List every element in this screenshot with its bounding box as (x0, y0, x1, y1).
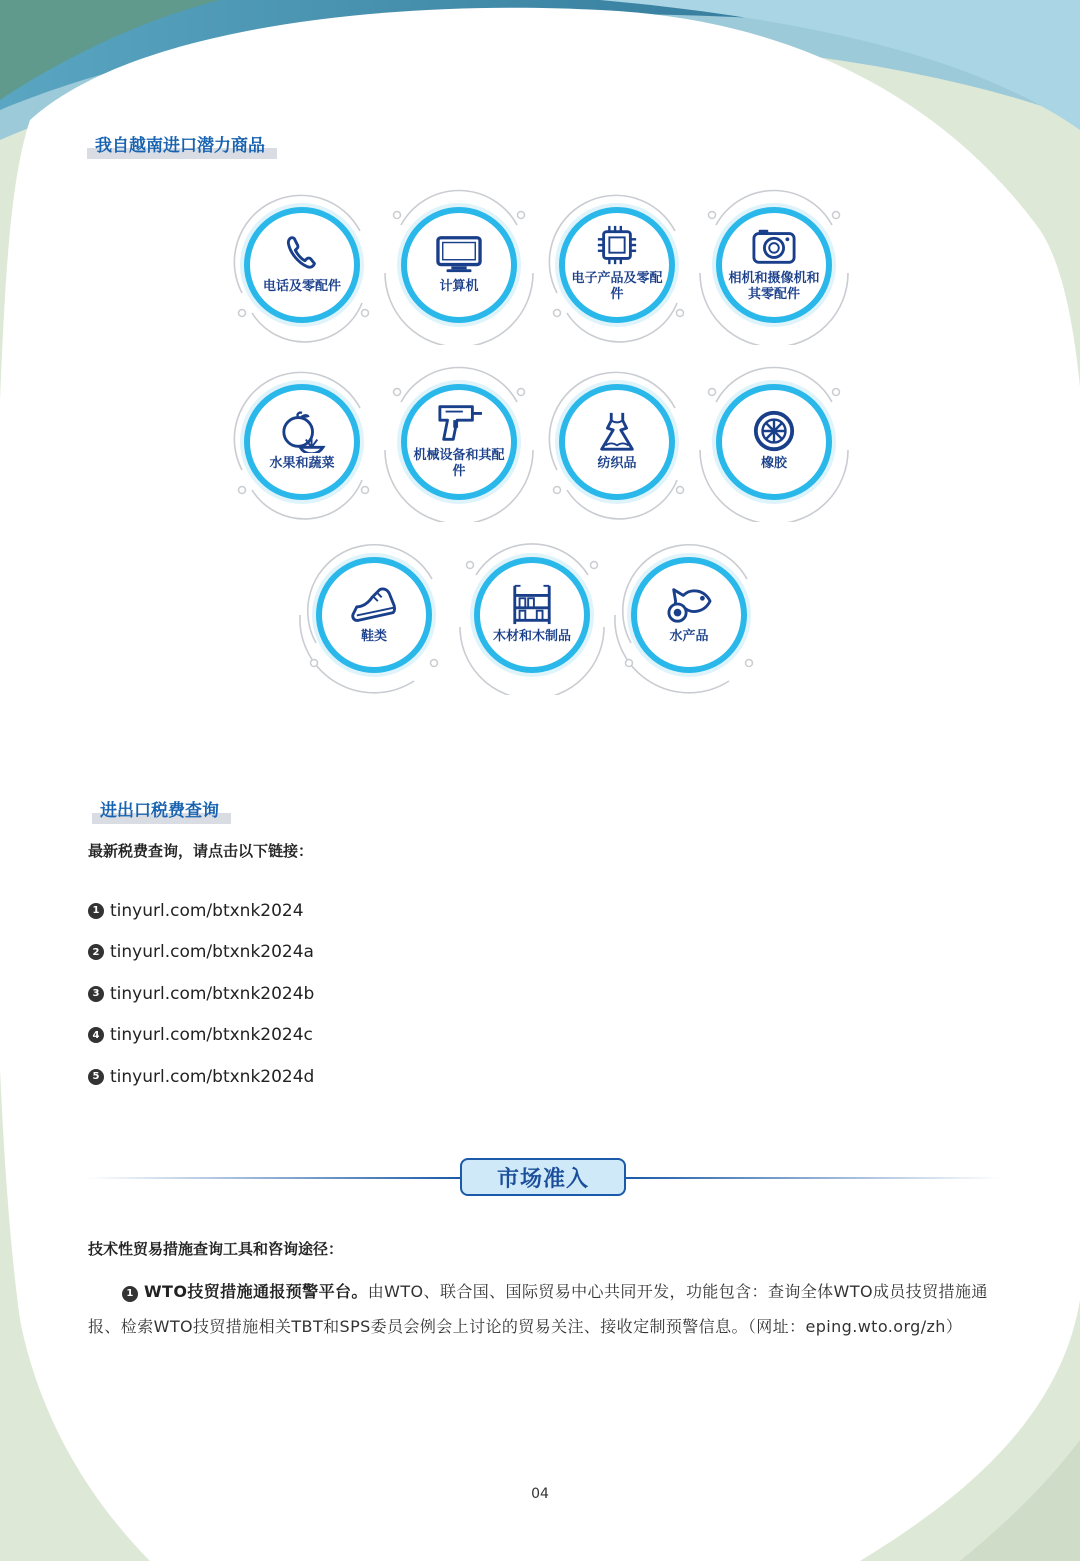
number-badge: 1 (122, 1286, 138, 1302)
goods-item (379, 362, 539, 522)
goods-item (694, 362, 854, 522)
goods-label: 电话及零配件 (262, 278, 341, 294)
banner-divider-right (626, 1177, 1000, 1179)
tariff-link[interactable]: tinyurl.com/btxnk2024 (110, 900, 304, 921)
section-title-potential-goods: 我自越南进口潜力商品 (91, 131, 269, 156)
goods-badge (474, 557, 590, 673)
tire-icon (748, 409, 800, 453)
goods-item (609, 535, 769, 695)
goods-badge (716, 384, 832, 500)
monitor-icon (433, 232, 485, 276)
goods-badge (316, 557, 432, 673)
number-badge: 1 (88, 903, 104, 919)
goods-badge (559, 207, 675, 323)
goods-label: 计算机 (439, 278, 479, 294)
tariff-link[interactable]: tinyurl.com/btxnk2024c (110, 1025, 313, 1046)
section-title-tariff: 进出口税费查询 (96, 796, 223, 821)
goods-badge (716, 207, 832, 323)
goods-label: 电子产品及零配件 (571, 270, 663, 302)
tbt-title: 技术性贸易措施查询工具和咨询途径： (88, 1240, 344, 1258)
phone-icon (276, 232, 328, 276)
chip-icon (591, 224, 643, 268)
number-badge: 3 (88, 986, 104, 1002)
goods-label: 鞋类 (360, 628, 387, 644)
page-number: 04 (531, 1486, 549, 1502)
list-item (88, 890, 314, 932)
list-item (88, 932, 314, 974)
camera-icon (748, 224, 800, 268)
goods-label: 橡胶 (760, 455, 787, 471)
goods-item (222, 185, 382, 345)
drill-icon (433, 401, 485, 445)
list-item (88, 1056, 314, 1098)
dress-icon (591, 409, 643, 453)
goods-item (294, 535, 454, 695)
tariff-subtitle: 最新税费查询，请点击以下链接： (88, 842, 314, 860)
banner-divider-left (88, 1177, 460, 1179)
tariff-links (88, 890, 314, 1098)
tariff-link[interactable]: tinyurl.com/btxnk2024a (110, 942, 314, 963)
goods-badge (401, 384, 517, 500)
goods-item (537, 185, 697, 345)
shoe-icon (348, 582, 400, 626)
number-badge: 2 (88, 944, 104, 960)
number-badge: 4 (88, 1027, 104, 1043)
goods-badge (631, 557, 747, 673)
goods-label: 水产品 (669, 628, 709, 644)
list-item (88, 973, 314, 1015)
tariff-link[interactable]: tinyurl.com/btxnk2024d (110, 1066, 315, 1087)
goods-label: 机械设备和其配件 (413, 447, 505, 479)
goods-item (452, 535, 612, 695)
goods-item (379, 185, 539, 345)
goods-label: 木材和木制品 (492, 628, 571, 644)
goods-item (537, 362, 697, 522)
fruit-icon (276, 409, 328, 453)
goods-item (694, 185, 854, 345)
banner-title: 市场准入 (496, 1166, 589, 1192)
wto-eping-paragraph (88, 1274, 998, 1344)
goods-label: 水果和蔬菜 (269, 455, 335, 471)
goods-label: 纺织品 (597, 455, 637, 471)
goods-badge (559, 384, 675, 500)
shelf-icon (506, 582, 558, 626)
tariff-link[interactable]: tinyurl.com/btxnk2024b (110, 983, 315, 1004)
goods-badge (244, 207, 360, 323)
item-bold-title: WTO技贸措施通报预警平台。 (144, 1282, 368, 1301)
fish-icon (663, 582, 715, 626)
goods-badge (244, 384, 360, 500)
goods-label: 相机和摄像机和其零配件 (728, 270, 820, 302)
goods-badge (401, 207, 517, 323)
number-badge: 5 (88, 1069, 104, 1085)
list-item (88, 1015, 314, 1057)
goods-item (222, 362, 382, 522)
item-text: 由WTO、联合国、国际贸易中心共同开发，功能包含：查询全体WTO成员技贸措施通报、检索WTO技贸措施相关TBT和SPS委员会例会上讨论的贸易关注、接收定制预警信息。（网址：eping.wto.org/zh） (88, 1282, 988, 1336)
market-access-banner (460, 1158, 626, 1196)
